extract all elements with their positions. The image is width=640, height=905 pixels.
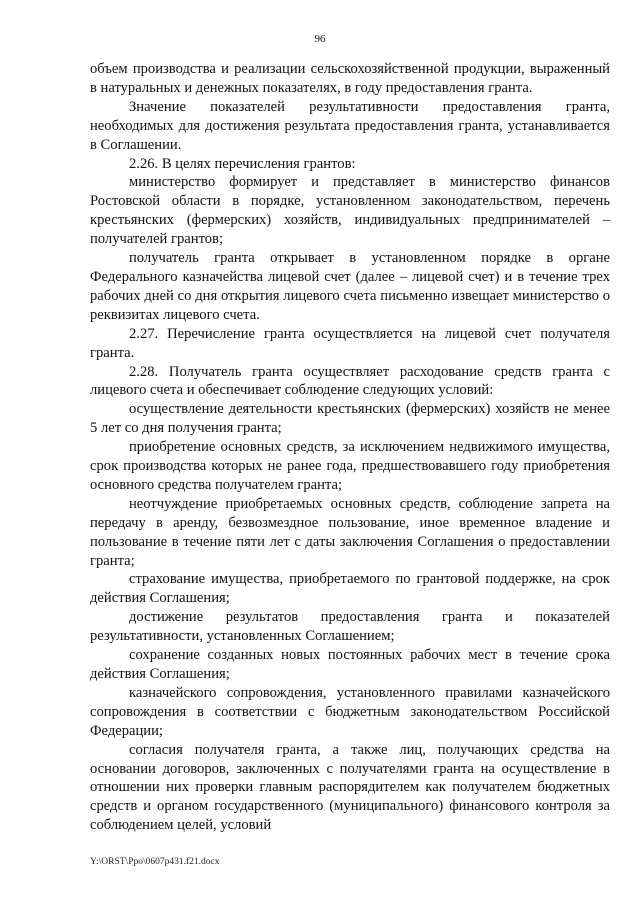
paragraph: Значение показателей результативности предоставления гранта, необходимых для достижения результата предоставления гранта, устанавливается в Соглашении.	[90, 98, 610, 153]
page-number: 96	[314, 33, 326, 45]
paragraph: объем производства и реализации сельскохозяйственной продукции, выраженный в натуральных и денежных показателях, в году предоставления гранта.	[90, 61, 610, 96]
condition-item: неотчуждение приобретаемых основных средств, соблюдение запрета на передачу в аренду, безвозмездное пользование, иное временное владение и пользование в течение пяти лет с даты заключения Соглашения о предоставлении гранта;	[90, 495, 610, 569]
paragraph: министерство формирует и представляет в министерство финансов Ростовской области в порядке, установленном законодательством, перечень крестьянских (фермерских) хозяйств, индивидуальных предпринимателей – получателей грантов;	[90, 174, 610, 248]
paragraph: получатель гранта открывает в установленном порядке в органе Федерального казначейства лицевой счет (далее – лицевой счет) и в течение трех рабочих дней со дня открытия лицевого счета письменно извещает министерство о реквизитах лицевого счета.	[90, 250, 610, 323]
section-2-28: 2.28. Получатель гранта осуществляет расходование средств гранта с лицевого счета и обеспечивает соблюдение следующих условий:	[90, 363, 610, 399]
condition-item: приобретение основных средств, за исключением недвижимого имущества, срок производства которых не ранее года, предшествовавшего году приобретения основного средства получателем гранта;	[90, 439, 610, 493]
condition-item: осуществление деятельности крестьянских (фермерских) хозяйств не менее 5 лет со дня получения гранта;	[90, 401, 610, 437]
condition-item: страхование имущества, приобретаемого по грантовой поддержке, на срок действия Соглашения;	[90, 571, 610, 607]
section-2-27: 2.27. Перечисление гранта осуществляется на лицевой счет получателя гранта.	[90, 325, 610, 361]
condition-item: согласия получателя гранта, а также лиц, получающих средства на основании договоров, заключенных с получателями гранта на осуществление в отношении них проверки главным распорядителем как получателем бюджетных средств и органом государственного (муниципального) финансового контроля за соблюдением целей, условий	[90, 741, 610, 834]
condition-item: сохранение созданных новых постоянных рабочих мест в течение срока действия Соглашения;	[90, 647, 610, 682]
section-heading-2-26: 2.26. В целях перечисления грантов:	[129, 155, 356, 172]
condition-item: казначейского сопровождения, установленного правилами казначейского сопровождения в соответствии с бюджетным законодательством Российской Федерации;	[90, 684, 610, 739]
condition-item: достижение результатов предоставления гранта и показателей результативности, установленных Соглашением;	[90, 609, 610, 645]
document-body	[90, 60, 610, 835]
file-path-footer: Y:\ORST\Ppo\0607p431.f21.docx	[90, 857, 220, 867]
